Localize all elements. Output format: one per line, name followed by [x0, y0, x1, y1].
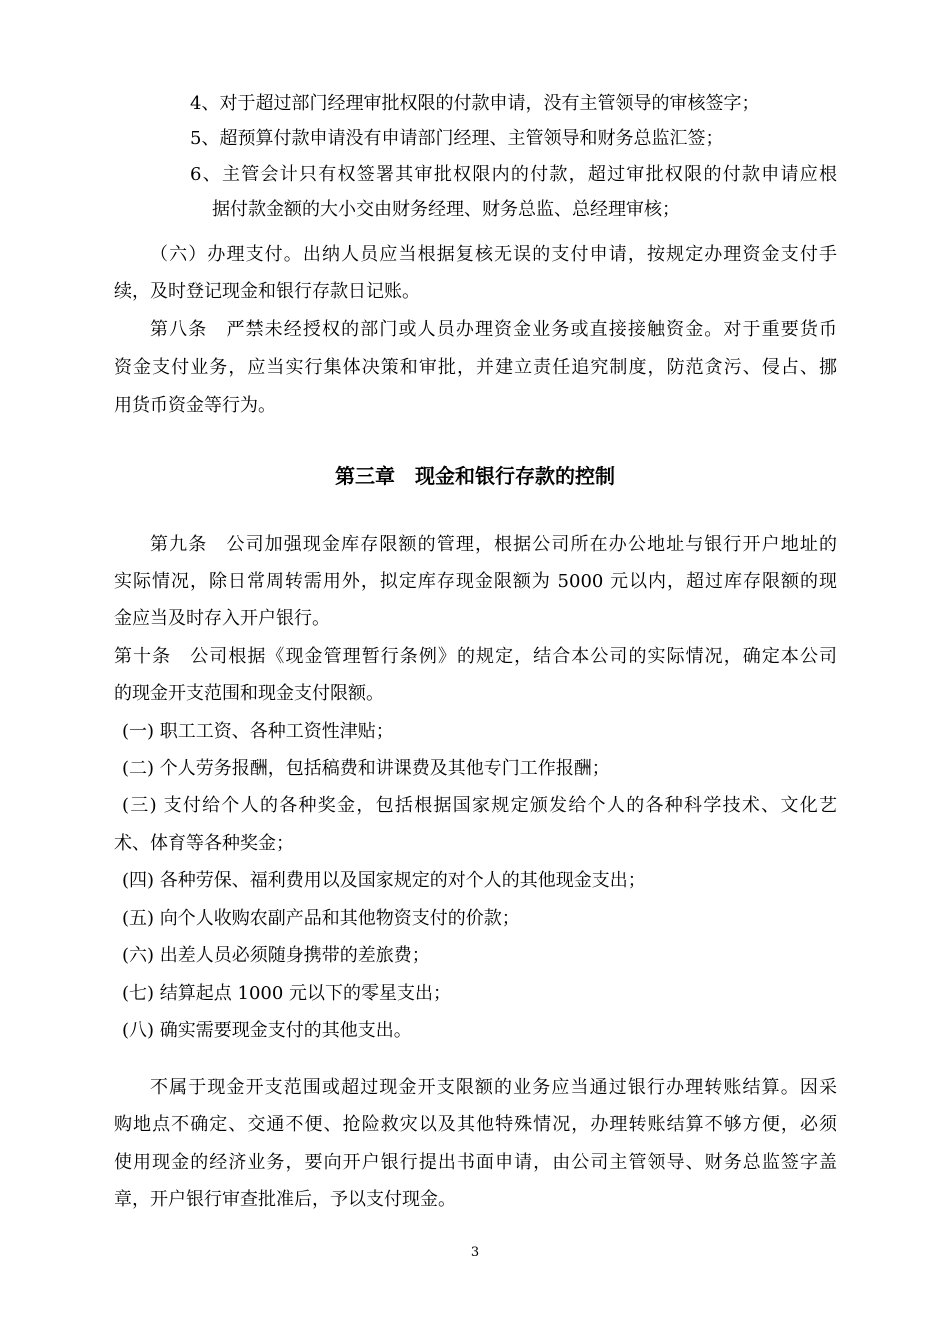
list-item: (二) 个人劳务报酬，包括稿费和讲课费及其他专门工作报酬； [122, 758, 610, 779]
text-line: 第九条 公司加强现金库存限额的管理，根据公司所在办公地址与银行开户地址的 [150, 534, 837, 555]
text-line: 6、主管会计只有权签署其审批权限内的付款，超过审批权限的付款申请应根 [190, 164, 837, 185]
text-line: 使用现金的经济业务，要向开户银行提出书面申请，由公司主管领导、财务总监签字盖 [114, 1152, 837, 1173]
text-line: 续，及时登记现金和银行存款日记账。 [114, 281, 420, 302]
page-number: 3 [470, 1245, 480, 1260]
text-line: 资金支付业务，应当实行集体决策和审批，并建立责任追究制度，防范贪污、侵占、挪 [114, 357, 837, 378]
list-item: (四) 各种劳保、福利费用以及国家规定的对个人的其他现金支出； [122, 870, 646, 891]
text-line: 金应当及时存入开户银行。 [114, 608, 330, 629]
text-line: 购地点不确定、交通不便、抢险救灾以及其他特殊情况，办理转账结算不够方便，必须 [114, 1114, 837, 1135]
text-line: 4、对于超过部门经理审批权限的付款申请，没有主管领导的审核签字； [190, 93, 760, 114]
text-line: 用货币资金等行为。 [114, 395, 276, 416]
text-line: 5、超预算付款申请没有申请部门经理、主管领导和财务总监汇签； [190, 128, 724, 149]
text-line: 的现金开支范围和现金支付限额。 [114, 683, 384, 704]
text-line: 第十条 公司根据《现金管理暂行条例》的规定，结合本公司的实际情况，确定本公司 [114, 646, 837, 667]
list-item: (一) 职工工资、各种工资性津贴； [122, 721, 394, 742]
text-line: 第八条 严禁未经授权的部门或人员办理资金业务或直接接触资金。对于重要货币 [150, 319, 837, 340]
list-item-continuation: 术、体育等各种奖金； [114, 833, 294, 854]
chapter-title: 第三章 现金和银行存款的控制 [335, 464, 615, 488]
text-line: 实际情况，除日常周转需用外，拟定库存现金限额为 5000 元以内，超过库存限额的现 [114, 571, 837, 592]
text-line: 章，开户银行审查批准后，予以支付现金。 [114, 1189, 456, 1210]
text-line: （六）办理支付。出纳人员应当根据复核无误的支付申请，按规定办理资金支付手 [150, 244, 837, 265]
list-item: (五) 向个人收购农副产品和其他物资支付的价款； [122, 908, 520, 929]
list-item: (八) 确实需要现金支付的其他支出。 [122, 1020, 412, 1041]
text-line: 不属于现金开支范围或超过现金开支限额的业务应当通过银行办理转账结算。因采 [150, 1077, 837, 1098]
list-item: (三) 支付给个人的各种奖金，包括根据国家规定颁发给个人的各种科学技术、文化艺 [122, 795, 837, 816]
text-line: 据付款金额的大小交由财务经理、财务总监、总经理审核； [212, 199, 680, 220]
list-item: (七) 结算起点 1000 元以下的零星支出； [122, 983, 452, 1004]
list-item: (六) 出差人员必须随身携带的差旅费； [122, 945, 430, 966]
